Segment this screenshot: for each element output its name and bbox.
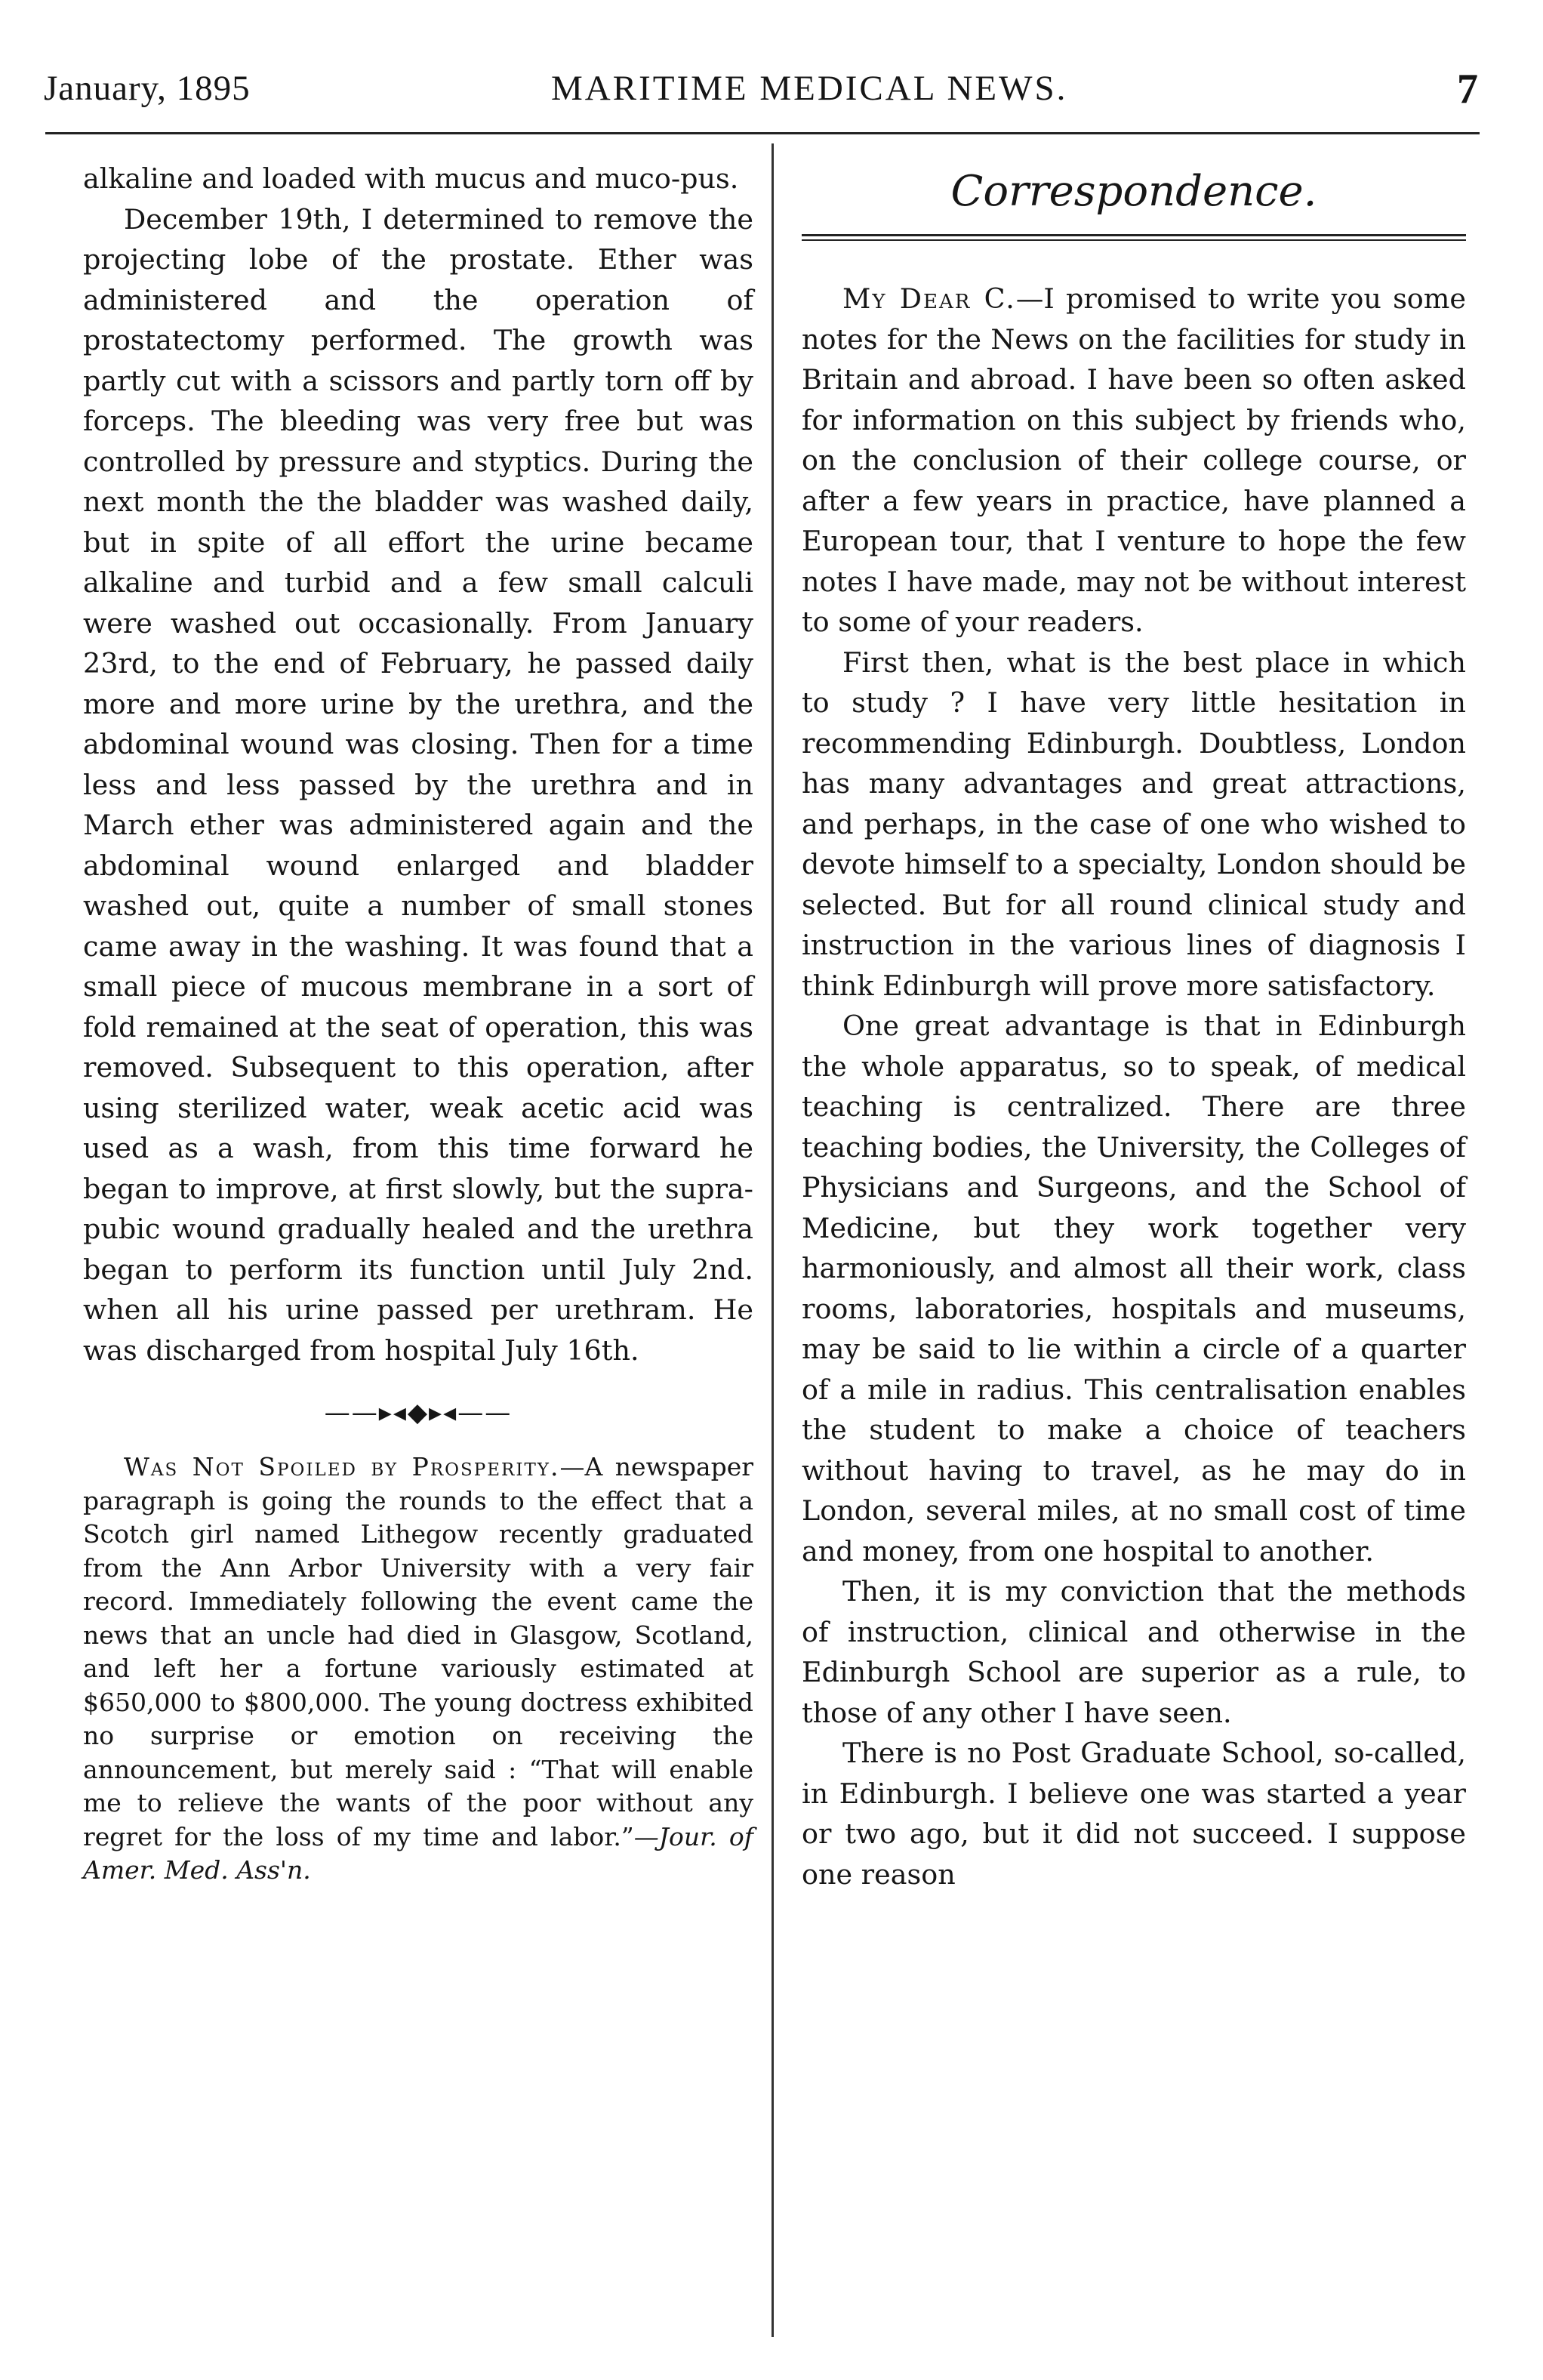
section-rule-thin [802,239,1466,241]
section-rule-thick [802,234,1466,236]
page-number: 7 [1457,66,1478,113]
news-item-title: Was Not Spoiled by Prosperity. [124,1452,560,1481]
header-rule [45,132,1480,134]
letter-paragraph-5: There is no Post Graduate School, so-called, in Edinburgh. I believe one was started a year or two ago, but it did not succeed. I suppose one reason [802,1737,1466,1891]
letter-paragraph-1 [802,279,1466,643]
right-column [802,159,1466,1894]
left-column [83,159,753,1888]
column-divider [772,143,774,2337]
section-separator: ——▸◂◆▸◂—— [324,1398,513,1428]
article-paragraph-2: December 19th, I determined to remove the projecting lobe of the prostate. Ether was administered and the operation of prostatectomy performed. The growth was partly cut with a scissors and partly torn off by forceps. The bleeding was very free but was controlled by pressure and styptics. During the next month the the bladder was washed daily, but in spite of all effort the urine became alkaline and turbid and a few small calculi were washed out occasionally. From January 23rd, to the end of February, he passed daily more and more urine by the urethra, and the abdominal wound was closing. Then for a time less and less passed by the urethra and in March ether was administered again and the abdominal wound enlarged and bladder washed out, quite a number of small stones came away in the washing. It was found that a small piece of mucous membrane in a sort of fold remained at the seat of operation, this was removed. Subsequent to this operation, after using sterilized water, weak acetic acid was used as a wash, from this time forward he began to improve, at first slowly, but the supra-pubic wound gradually healed and the urethra began to perform its function until July 2nd. when all his urine passed per urethram. He was discharged from hospital July 16th. [83,202,753,1367]
page-header [39,68,1484,121]
article-paragraph-1: alkaline and loaded with mucus and muco-pus. [83,162,739,195]
news-item-body: —A newspaper paragraph is going the rounds to the effect that a Scotch girl named Lithegow recently graduated from the Ann Arbor University with a very fair record. Immediately following the event came the news that an uncle had died in Glasgow, Scotland, and left her a fortune variously estimated at $650,000 to $800,000. The young doctress exhibited no surprise or emotion on receiving the announcement, but merely said : “That will enable me to relieve the wants of the poor without any regret for the loss of my time and labor.” [83,1452,753,1851]
letter-paragraph-2: First then, what is the best place in which to study ? I have very little hesitation in recommending Edinburgh. Doubtless, London has many advantages and great attractions, and perhaps, in the case of one who wished to devote himself to a specialty, London should be selected. But for all round clinical study and instruction in the various lines of diagnosis I think Edinburgh will prove more satisfactory. [802,646,1466,1002]
section-title-correspondence: Correspondence. [950,167,1317,216]
news-item [83,1451,753,1888]
journal-title: MARITIME MEDICAL NEWS. [551,69,1068,108]
letter-paragraph-4: Then, it is my conviction that the methods of instruction, clinical and otherwise in the Edinburgh School are superior as a rule, to those of any other I have seen. [802,1575,1466,1729]
news-item-source: —Jour. of Amer. Med. Ass'n. [83,1821,753,1885]
letter-paragraph-3: One great advantage is that in Edinburgh the whole apparatus, so to speak, of medical teaching is centralized. There are three teaching bodies, the University, the Colleges of Physicians and Surgeons, and the School of Medicine, but they work together very harmoniously, and almost all their work, class rooms, laboratories, hospitals and museums, may be said to lie within a circle of a quarter of a mile in radius. This centralisation enables the student to make a choice of teachers without having to travel, as he may do in London, several miles, at no small cost of time and money, from one hospital to another. [802,1010,1466,1568]
issue-date: January, 1895 [44,69,251,108]
letter-salutation: My Dear C. [842,282,1016,315]
letter-paragraph-1-text: —I promised to write you some notes for the News on the facilities for study in Britain and abroad. I have been so often asked for information on this subject by friends who, on the conclusion of their college course, or after a few years in practice, have planned a European tour, that I venture to hope the few notes I have made, may not be without interest to some of your readers. [802,282,1466,638]
